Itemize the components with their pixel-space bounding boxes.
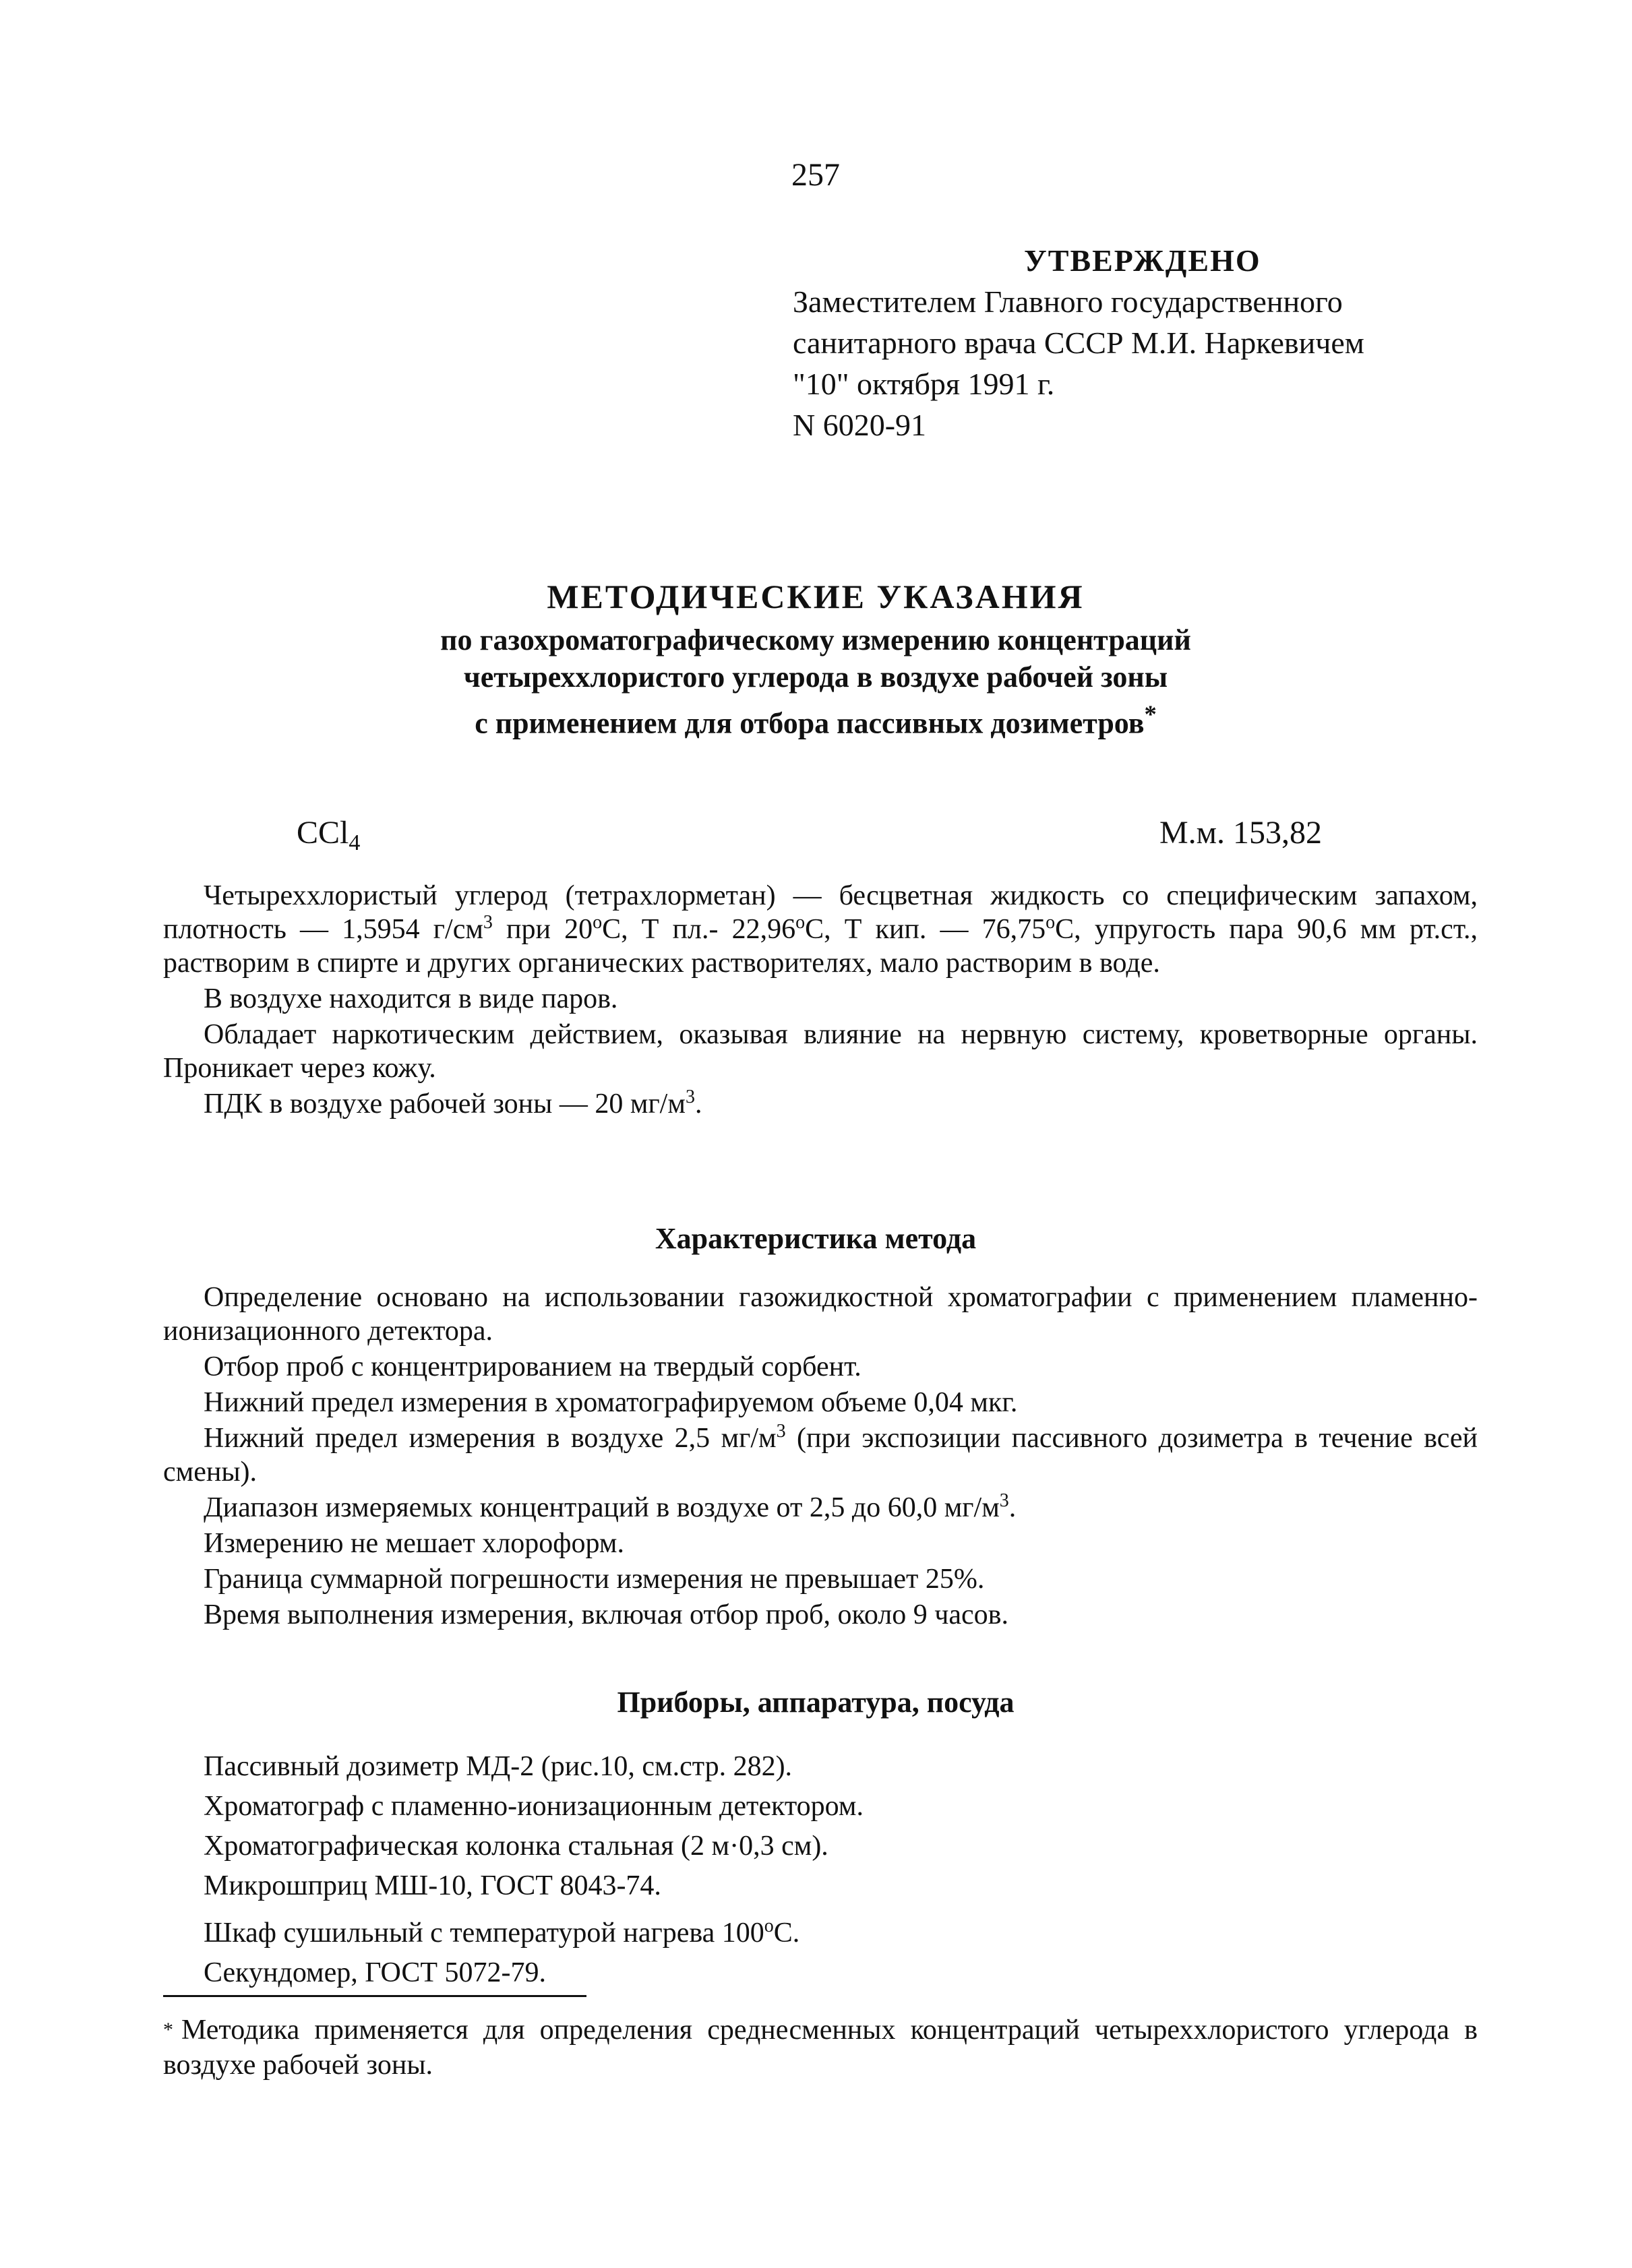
approval-heading: УТВЕРЖДЕНО: [1024, 243, 1261, 278]
section-heading-equipment: Приборы, аппаратура, посуда: [617, 1686, 1015, 1719]
equipment-item: Микрошприц МШ-10, ГОСТ 8043-74.: [204, 1870, 661, 1901]
section-heading-method: Характеристика метода: [655, 1222, 977, 1255]
title-line: с применением для отбора пассивных дозиметров*: [475, 700, 1157, 740]
footnote-reference: *: [1144, 700, 1157, 728]
intro-section: [163, 879, 1478, 1123]
method-paragraph: Отбор проб с концентрированием на твердый сорбент.: [204, 1351, 862, 1382]
method-paragraph: Измерению не мешает хлороформ.: [204, 1528, 624, 1559]
method-paragraph: Граница суммарной погрешности измерения не превышает 25%.: [204, 1564, 985, 1595]
equipment-list: [204, 1747, 1478, 1993]
approval-line: "10" октября 1991 г.: [793, 367, 1055, 401]
chemical-formula: CCl$_4$: [297, 815, 361, 855]
title-main: МЕТОДИЧЕСКИЕ УКАЗАНИЯ: [547, 578, 1085, 615]
intro-paragraph: Четыреххлористый углерод (тетрахлорметан) — бесцветная жидкость со специфическим запахом, плотность — 1,5954 $г/см^3$ при $20^оС$, Т пл.- $22,96^оС$, Т кип. — $76,75^оС$, упругость пара 90,6 мм рт.ст., растворим в спирте и других органических растворителях, мало растворим в воде.: [163, 880, 1478, 979]
equipment-item: Хроматограф с пламенно-ионизационным детектором.: [204, 1791, 864, 1822]
title-line: по газохроматографическому измерению концентраций: [440, 623, 1191, 656]
title-line: четыреххлористого углерода в воздухе рабочей зоны: [463, 661, 1168, 694]
intro-paragraph: Обладает наркотическим действием, оказывая влияние на нервную систему, кроветворные органы. Проникает через кожу.: [163, 1019, 1478, 1084]
method-paragraph: Диапазон измеряемых концентраций в воздухе от 2,5 до 60,0 $мг/м^3$.: [204, 1490, 1017, 1523]
intro-paragraph: В воздухе находится в виде паров.: [204, 983, 618, 1014]
method-paragraph: Нижний предел измерения в воздухе 2,5 $мг/м^3$ (при экспозиции пассивного дозиметра в течение всей смены).: [163, 1421, 1478, 1488]
approval-line: санитарного врача СССР М.И. Наркевичем: [793, 326, 1364, 360]
equipment-item: Шкаф сушильный с температурой нагрева $100^оС$.: [204, 1915, 800, 1949]
method-paragraph: Определение основано на использовании газожидкостной хроматографии с применением пламенно-ионизационного детектора.: [163, 1282, 1478, 1347]
method-paragraph: Время выполнения измерения, включая отбор проб, около 9 часов.: [204, 1599, 1008, 1630]
footnote-divider: [163, 1995, 586, 1997]
approval-line: N 6020-91: [793, 408, 927, 442]
footnote: [163, 2013, 1478, 2083]
method-section: [163, 1281, 1478, 1634]
approval-block: [793, 240, 1467, 446]
intro-paragraph: ПДК в воздухе рабочей зоны — 20 $мг/м^3$.: [204, 1086, 702, 1120]
approval-line: Заместителем Главного государственного: [793, 284, 1343, 319]
equipment-item: Пассивный дозиметр МД-2 (рис.10, см.стр. 282).: [204, 1751, 793, 1782]
method-paragraph: Нижний предел измерения в хроматографируемом объеме 0,04 мкг.: [204, 1387, 1018, 1418]
equipment-item: Хроматографическая колонка стальная (2 м·0,3 см).: [204, 1831, 828, 1862]
molar-mass: М.м. 153,82: [1159, 815, 1323, 851]
page-number: 257: [791, 157, 840, 193]
equipment-item: Секундомер, ГОСТ 5072-79.: [204, 1957, 546, 1988]
footnote-mark: *: [163, 2019, 173, 2041]
document-title: [202, 572, 1429, 742]
footnote-text: Методика применяется для определения среднесменных концентраций четыреххлористого углерода в воздухе рабочей зоны.: [163, 2015, 1478, 2081]
